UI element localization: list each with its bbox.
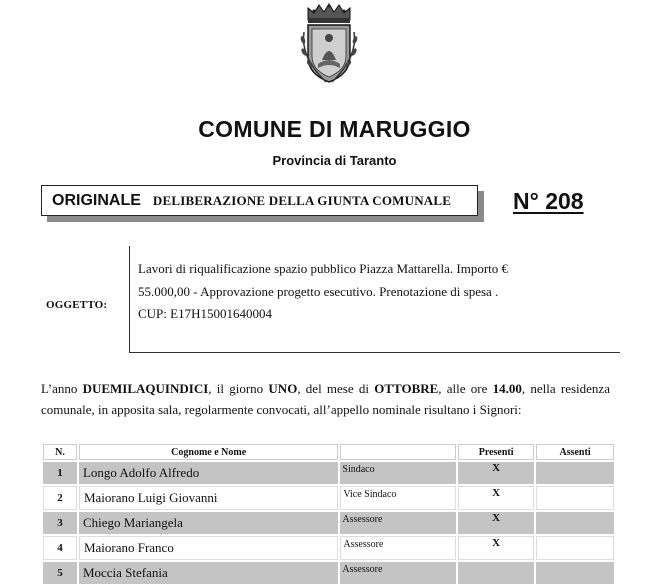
intro-text: , del mese di (297, 381, 375, 396)
column-header-name: Cognome e Nome (79, 444, 338, 460)
table-row (43, 486, 614, 510)
month-value: OTTOBRE (374, 381, 439, 396)
intro-text: L’anno (41, 381, 83, 396)
intro-text: , nella residenza comunale, in apposita sala, regolarmente convocati, all’appello nominale risultano i Signori: (41, 381, 610, 417)
oggetto-text (138, 258, 608, 326)
absent-mark (536, 462, 614, 484)
deliberation-header-box (41, 185, 478, 216)
table-row (43, 562, 614, 584)
column-header-role (340, 444, 456, 460)
member-role: Assessore (340, 536, 456, 560)
oggetto-label: OGGETTO: (46, 299, 108, 311)
province-subtitle: Provincia di Taranto (272, 153, 397, 168)
present-mark (458, 562, 534, 584)
coat-of-arms-icon (298, 2, 360, 84)
page-title: COMUNE DI MARUGGIO (198, 116, 471, 142)
member-name: Longo Adolfo Alfredo (79, 462, 338, 484)
row-number: 5 (43, 562, 77, 584)
present-mark: X (458, 536, 534, 560)
intro-paragraph (41, 379, 610, 420)
member-role: Assessore (340, 562, 456, 584)
absent-mark (536, 536, 614, 560)
document-type-label: ORIGINALE (52, 191, 141, 209)
present-mark: X (458, 512, 534, 534)
member-name: Chiego Mariangela (79, 512, 338, 534)
column-header-present: Presenti (458, 444, 534, 460)
day-value: UNO (268, 381, 298, 396)
intro-text: , il giorno (208, 381, 269, 396)
member-role: Vice Sindaco (340, 486, 456, 510)
member-role: Assessore (340, 512, 456, 534)
deliberation-number: N° 208 (513, 188, 584, 214)
oggetto-line: CUP: E17H15001640004 (138, 306, 272, 321)
table-row (43, 536, 614, 560)
row-number: 1 (43, 462, 77, 484)
deliberation-label: DELIBERAZIONE DELLA GIUNTA COMUNALE (152, 192, 452, 208)
present-mark: X (458, 486, 534, 510)
oggetto-line: Lavori di riqualificazione spazio pubblico Piazza Mattarella. Importo € (138, 261, 509, 276)
table-row (43, 462, 614, 484)
attendance-table (41, 442, 616, 586)
oggetto-line: 55.000,00 - Approvazione progetto esecutivo. Prenotazione di spesa . (138, 283, 499, 299)
column-header-absent: Assenti (536, 444, 614, 460)
member-role: Sindaco (340, 462, 456, 484)
time-value: 14.00 (492, 381, 522, 396)
member-name: Maiorano Luigi Giovanni (79, 486, 338, 510)
intro-text: , alle ore (438, 381, 493, 396)
absent-mark (536, 486, 614, 510)
absent-mark (536, 512, 614, 534)
member-name: Moccia Stefania (79, 562, 338, 584)
table-row (43, 512, 614, 534)
member-name: Maiorano Franco (79, 536, 338, 560)
row-number: 2 (43, 486, 77, 510)
oggetto-box (129, 246, 620, 353)
year-value: DUEMILAQUINDICI (82, 381, 209, 396)
absent-mark (536, 562, 614, 584)
table-header-row (43, 444, 614, 460)
row-number: 4 (43, 536, 77, 560)
column-header-number: N. (43, 444, 77, 460)
row-number: 3 (43, 512, 77, 534)
present-mark: X (458, 462, 534, 484)
